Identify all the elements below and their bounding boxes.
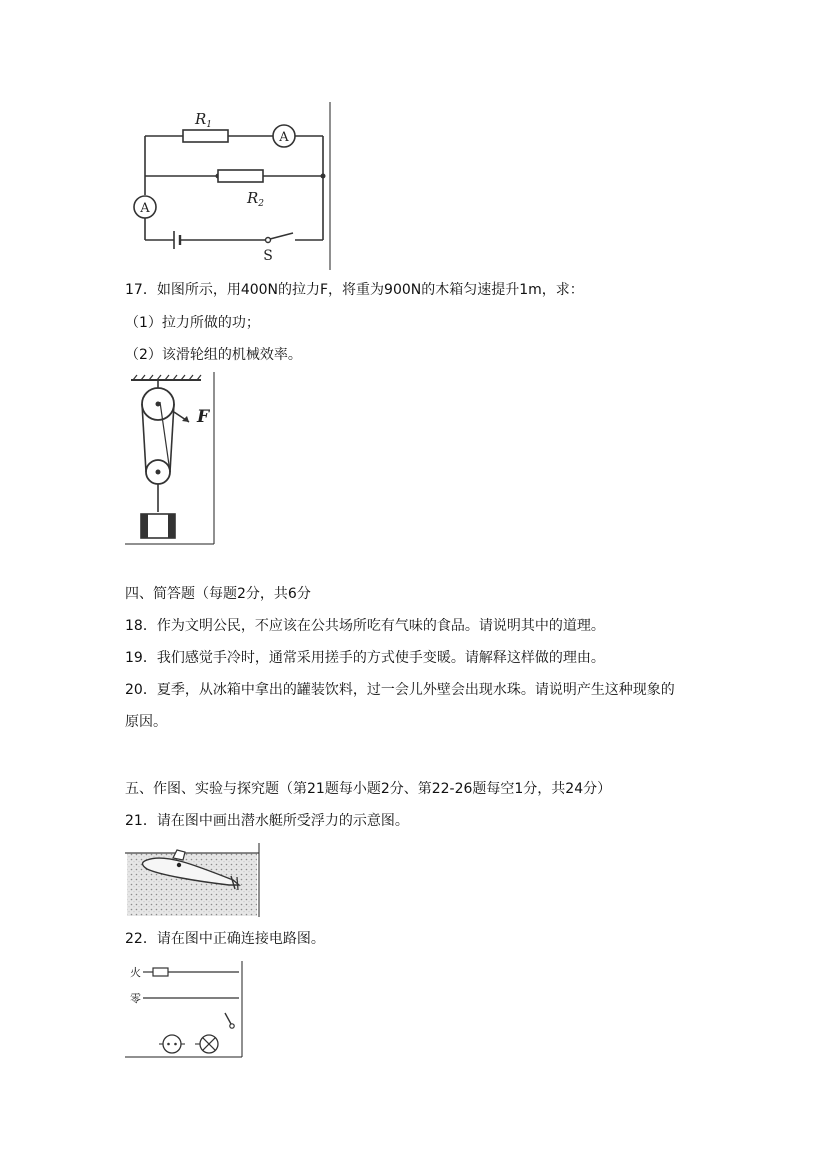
r2-label: $R_2$: [247, 189, 265, 209]
section5-heading: 五、作图、实验与探究题（第21题每小题2分、第22-26题每空1分，共24分）: [125, 781, 612, 797]
submarine-svg: [125, 843, 262, 918]
r1-label: $R_1$: [195, 110, 213, 130]
switch-lever: [225, 1013, 231, 1024]
switch-label: S: [263, 248, 273, 264]
submarine-tower: [173, 850, 185, 860]
circuit-diagram-figure: [125, 100, 335, 272]
q19-text: 19．我们感觉手冷时，通常采用搓手的方式使手变暖。请解释这样做的理由。: [125, 650, 605, 666]
q20-text-line1: 20．夏季，从冰箱中拿出的罐装饮料，过一会儿外壁会出现水珠。请说明产生这种现象的: [125, 682, 675, 698]
q17-part1: （1）拉力所做的功；: [125, 315, 260, 331]
resistor-r1: [183, 130, 228, 142]
ammeter-main-label: A: [140, 201, 150, 216]
q20-text-line2: 原因。: [125, 714, 167, 730]
neutral-wire-label: 零: [130, 992, 141, 1005]
q17-part2: （2）该滑轮组的机械效率。: [125, 347, 302, 363]
section4-heading: 四、简答题（每题2分，共6分: [125, 586, 311, 602]
force-arrow: [182, 416, 189, 422]
q17-stem: 17．如图所示，用400N的拉力F，将重为900N的木箱匀速提升1m，求：: [125, 282, 584, 298]
q21-text: 21．请在图中画出潜水艇所受浮力的示意图。: [125, 813, 409, 829]
submarine-figure: [125, 843, 262, 918]
ammeter-a1-label: A: [279, 130, 289, 145]
force-label: F: [197, 407, 210, 427]
circuit-diagram-svg: [125, 100, 335, 272]
switch-lever: [270, 233, 293, 239]
pulley-system-figure: [125, 372, 217, 546]
q22-text: 22．请在图中正确连接电路图。: [125, 931, 325, 947]
live-wire-label: 火: [130, 966, 141, 979]
resistor-r2: [218, 170, 263, 182]
center-of-buoyancy: [177, 863, 181, 867]
fuse: [153, 968, 168, 976]
q18-text: 18．作为文明公民，不应该在公共场所吃有气味的食品。请说明其中的道理。: [125, 618, 605, 634]
socket: [163, 1035, 181, 1053]
switch-pivot: [230, 1024, 234, 1028]
pulley-system-svg: [125, 372, 217, 546]
household-wiring-figure: [125, 961, 245, 1059]
household-wiring-svg: [125, 961, 245, 1059]
